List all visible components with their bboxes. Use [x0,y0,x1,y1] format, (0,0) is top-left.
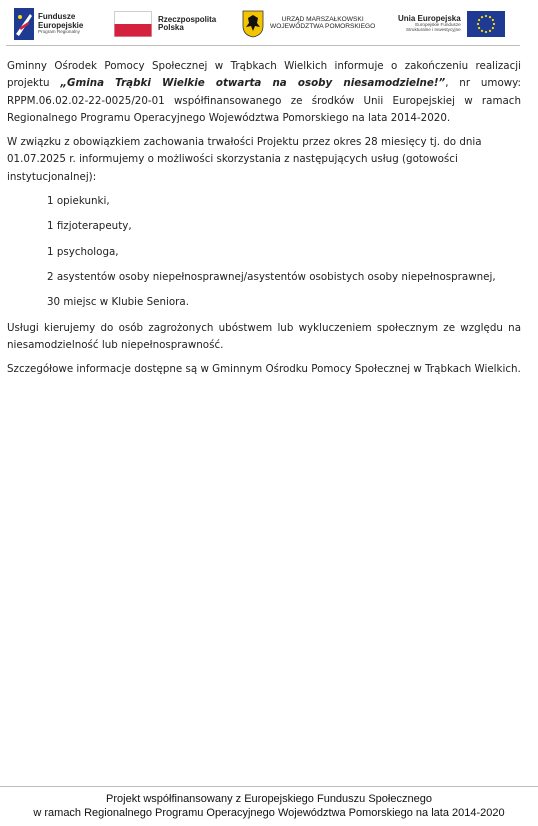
fe-line1: Fundusze [38,12,76,22]
service-item: 1 psychologa, [47,245,119,258]
eu-flag-icon [467,11,505,37]
polish-flag-icon [114,11,152,37]
intro-contract-text: , nr umowy: RPPM.06.02.02-22-0025/20-01 współfinansowanego ze środków Unii Europejskiej w ramach Regionalnego Programu Operacyjnego Województwa Pomorskiego na lata 2014-2020. [7,77,521,124]
um-line2: WOJEWÓDZTWA POMORSKIEGO [270,23,376,30]
footer [0,792,538,820]
announcement-body [7,58,521,385]
rzeczpospolita-polska-logo [114,6,216,42]
intro-text: Gminny Ośrodek Pomocy Społecznej w Trąbkach Wielkich informuje o zakończeniu realizacji projektu [7,60,521,90]
logo-bar [0,6,538,42]
service-item: 1 opiekunki, [47,195,110,208]
um-line1: URZĄD MARSZAŁKOWSKI [281,16,364,24]
header-divider [6,45,520,46]
footer-line2: w ramach Regionalnego Programu Operacyjnego Województwa Pomorskiego na lata 2014-2020 [33,807,505,819]
service-item: 1 fizjoterapeuty, [47,220,132,233]
service-item: 2 asystentów osoby niepełnosprawnej/asystentów osobistych osoby niepełnosprawnej, [47,270,496,283]
paragraph-target-group: Usługi kierujemy do osób zagrożonych ubóstwem lub wykluczeniem społecznym ze względu na niesamodzielność lub niepełnosprawność. [7,321,521,351]
urzad-marszalkowski-logo [242,6,375,42]
footer-divider [0,786,538,787]
paragraph-durability: W związku z obowiązkiem zachowania trwałości Projektu przez okres 28 miesięcy tj. do dnia 01.07.2025 r. informujemy o możliwości skorzystania z następujących usług (gotowości instytucjonalnej): [7,136,482,183]
service-item: 30 miejsc w Klubie Seniora. [47,296,189,309]
paragraph-more-info: Szczegółowe informacje dostępne są w Gminnym Ośrodku Pomocy Społecznej w Trąbkach Wielkich. [7,363,521,376]
pomorskie-coat-of-arms-icon [242,10,264,38]
project-title: „Gmina Trąbki Wielkie otwarta na osoby niesamodzielne!” [60,77,446,90]
unia-europejska-logo [398,6,505,42]
rp-line1: Rzeczpospolita [158,14,217,24]
fe-line2: Europejskie [38,20,84,30]
ue-line1: Unia Europejska [398,13,461,23]
paragraph-intro [7,58,521,127]
ue-line2: Europejskie Fundusze [415,22,461,28]
fundusze-europejskie-emblem-icon [14,8,34,40]
fundusze-europejskie-logo [14,6,83,42]
fe-line3: Program Regionalny [38,28,80,34]
footer-line1: Projekt współfinansowany z Europejskiego Funduszu Społecznego [106,793,432,805]
rp-line2: Polska [158,23,184,32]
ue-line3: Strukturalne i Inwestycyjne [406,27,461,33]
